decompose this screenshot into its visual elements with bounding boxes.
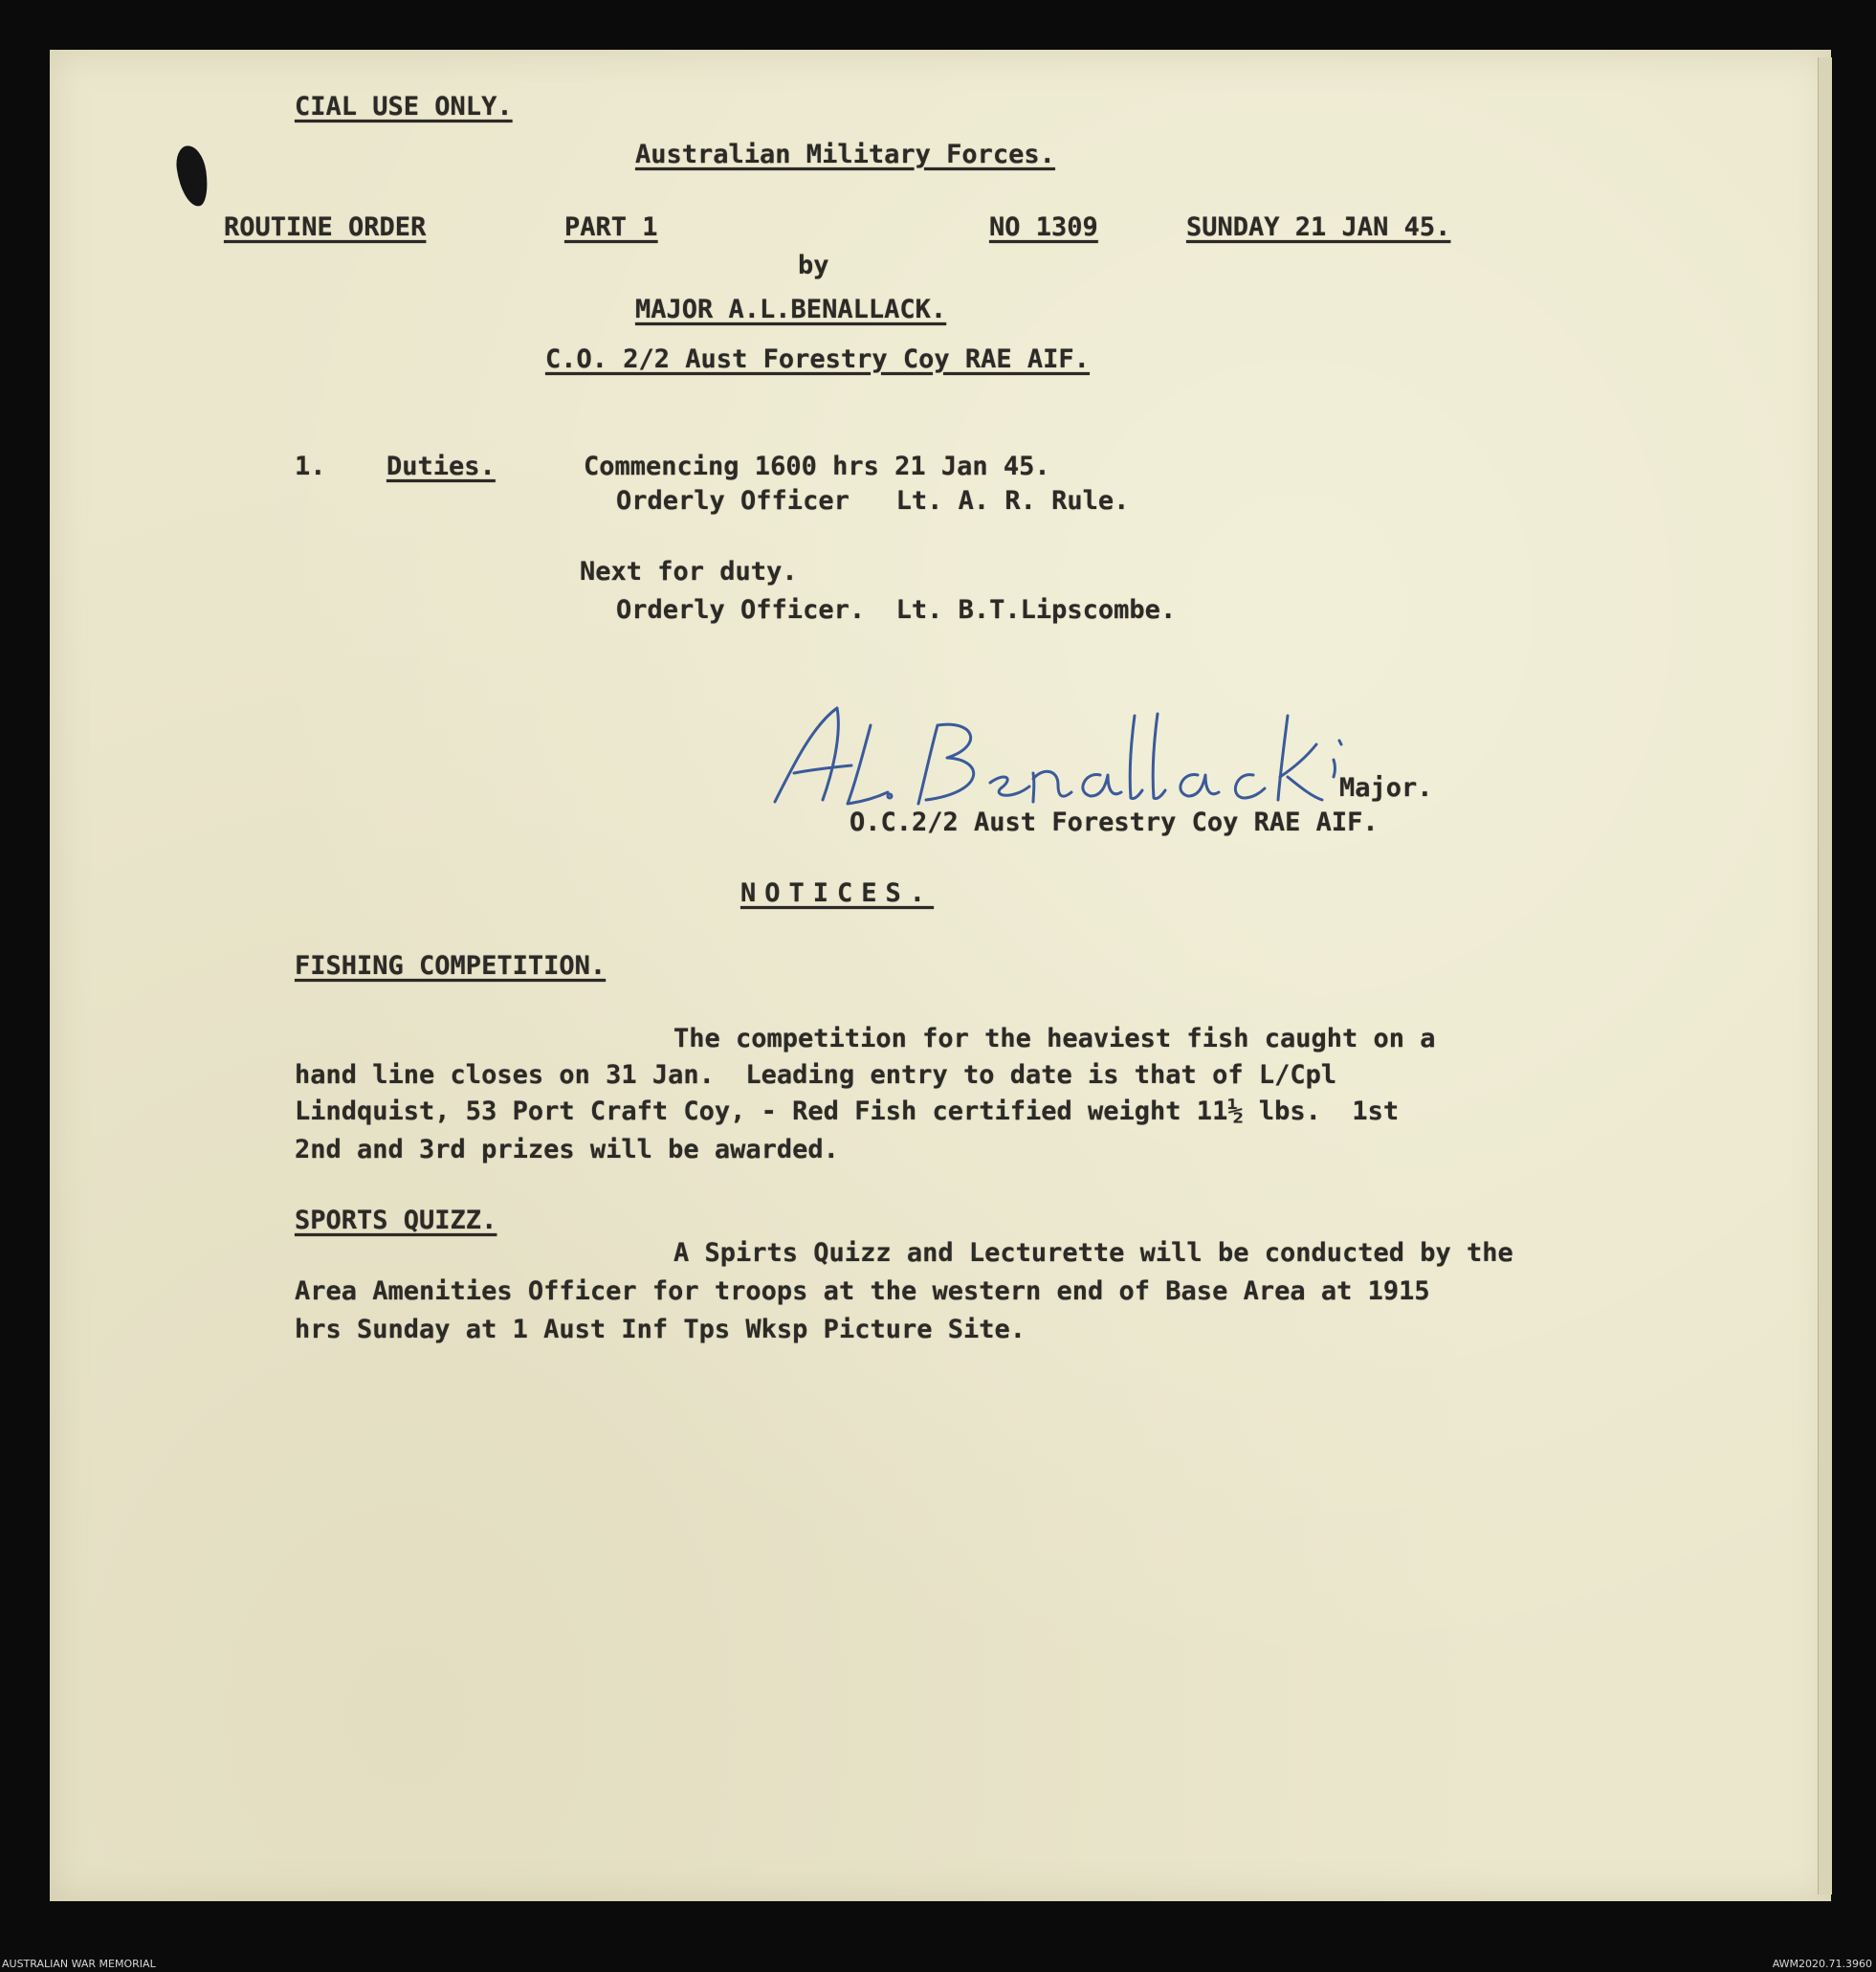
duties-commencing: Commencing 1600 hrs 21 Jan 45. xyxy=(584,452,1050,481)
order-part: PART 1 xyxy=(564,212,658,242)
notices-heading: NOTICES. xyxy=(740,878,935,908)
organisation-title: Australian Military Forces. xyxy=(635,140,1055,169)
footer-accession-number: AWM2020.71.3960 xyxy=(1772,1958,1872,1970)
issuer-name: MAJOR A.L.BENALLACK. xyxy=(635,295,947,324)
fishing-line-3: Lindquist, 53 Port Craft Coy, - Red Fish certified weight 11½ lbs. 1st xyxy=(295,1097,1400,1126)
signature-unit: O.C.2/2 Aust Forestry Coy RAE AIF. xyxy=(850,808,1379,837)
order-title: ROUTINE ORDER xyxy=(224,212,427,242)
sports-line-1: A Spirts Quizz and Lecturette will be conducted by the xyxy=(673,1238,1513,1268)
by-line: by xyxy=(798,251,829,280)
footer-archive-label: AUSTRALIAN WAR MEMORIAL xyxy=(2,1958,156,1970)
fishing-line-1: The competition for the heaviest fish caught on a xyxy=(673,1024,1436,1053)
paper-edge xyxy=(1818,57,1832,1894)
handwritten-signature xyxy=(756,697,1368,821)
order-date: SUNDAY 21 JAN 45. xyxy=(1186,212,1451,242)
sports-line-3: hrs Sunday at 1 Aust Inf Tps Wksp Picture Site. xyxy=(295,1315,1026,1344)
order-number: NO 1309 xyxy=(989,212,1098,242)
duties-next-officer: Orderly Officer. Lt. B.T.Lipscombe. xyxy=(616,595,1177,625)
sports-heading: SPORTS QUIZZ. xyxy=(295,1206,497,1235)
duties-orderly-officer: Orderly Officer Lt. A. R. Rule. xyxy=(616,486,1130,516)
signature-rank: Major. xyxy=(1339,773,1433,803)
fishing-line-4: 2nd and 3rd prizes will be awarded. xyxy=(295,1135,839,1164)
issuer-unit: C.O. 2/2 Aust Forestry Coy RAE AIF. xyxy=(545,344,1090,374)
duties-number: 1. xyxy=(295,452,326,481)
fishing-line-2: hand line closes on 31 Jan. Leading entry to date is that of L/Cpl xyxy=(295,1060,1337,1090)
duties-next-heading: Next for duty. xyxy=(580,557,798,587)
classification-header: CIAL USE ONLY. xyxy=(295,92,513,122)
sports-line-2: Area Amenities Officer for troops at the western end of Base Area at 1915 xyxy=(295,1276,1430,1306)
duties-heading: Duties. xyxy=(386,452,496,481)
fishing-heading: FISHING COMPETITION. xyxy=(295,951,607,981)
